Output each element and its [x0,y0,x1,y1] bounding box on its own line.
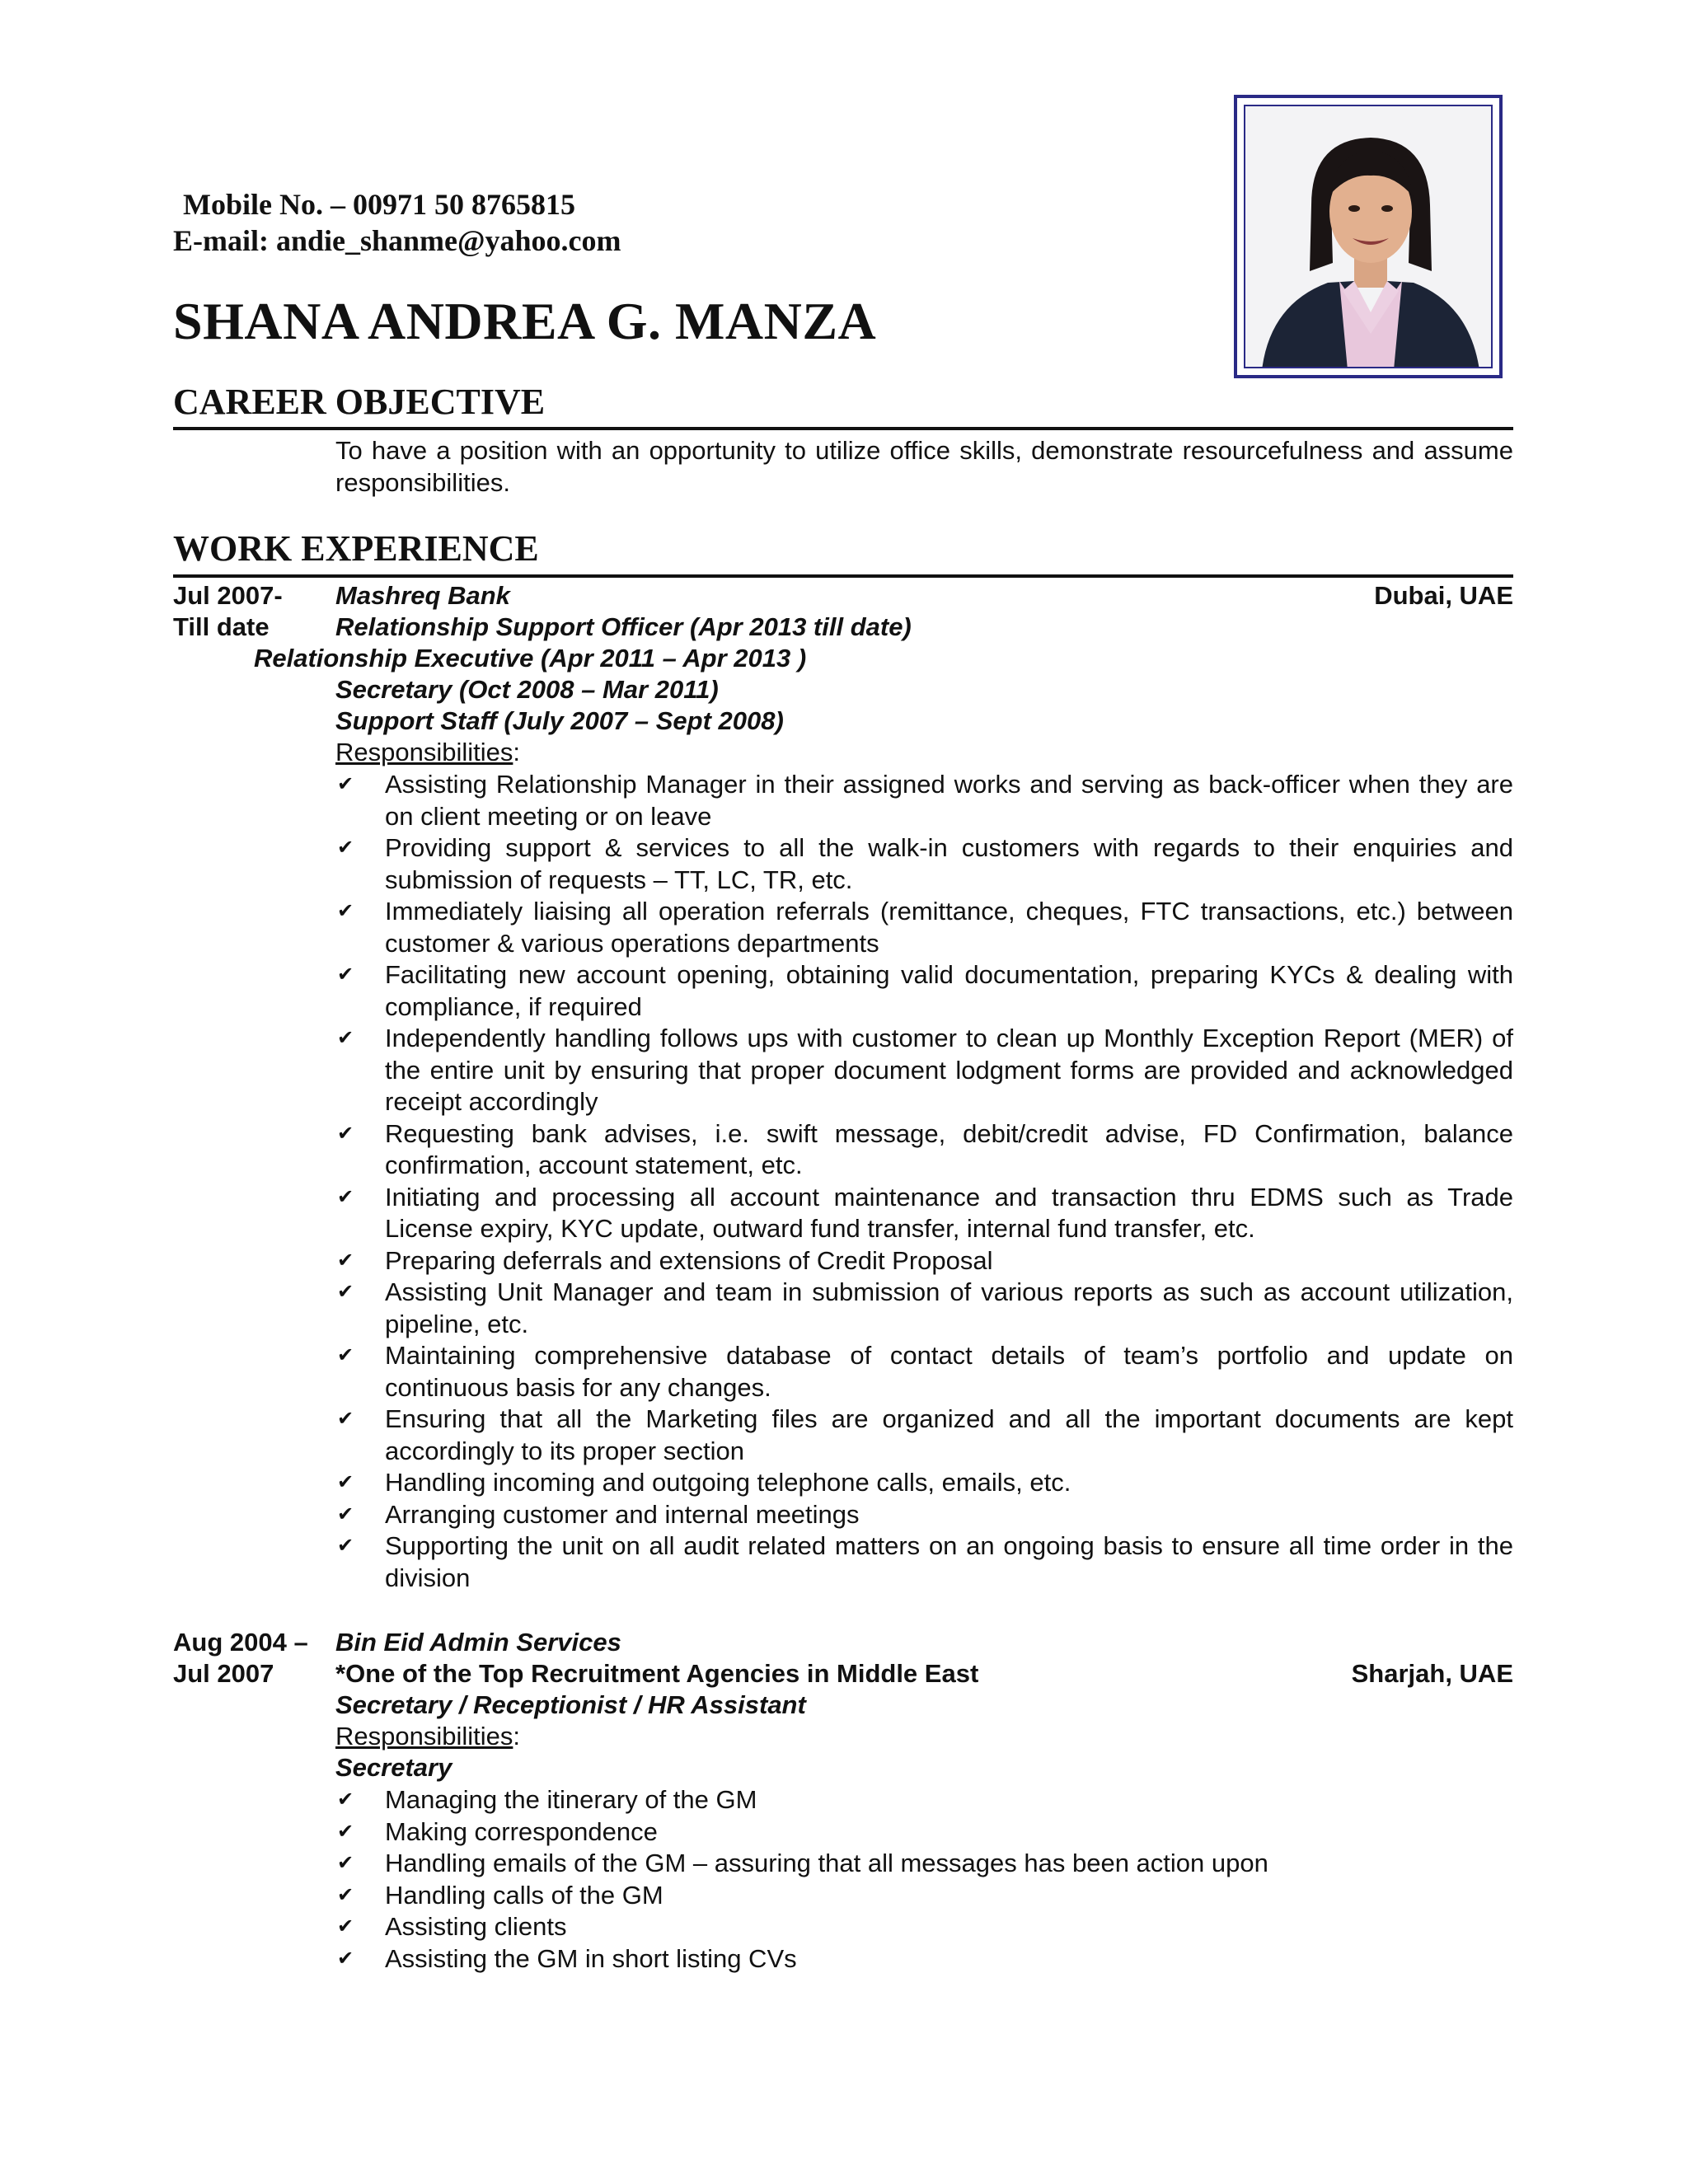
job-company: Bin Eid Admin Services [335,1628,621,1657]
check-icon: ✔ [337,1788,354,1811]
check-icon: ✔ [337,1344,354,1366]
list-item [335,1118,1513,1182]
job-location: Sharjah, UAE [1351,1659,1513,1688]
responsibility-text: Immediately liaising all operation referrals (remittance, cheques, FTC transactions, etc.) between customer & various operations departments [385,897,1513,958]
list-item [335,769,1513,832]
candidate-name: SHANA ANDREA G. MANZA [173,292,877,350]
list-item [335,1245,1513,1277]
list-item [335,1943,1513,1975]
job-date-end: Till date [173,612,270,641]
responsibilities-label-text: Responsibilities [335,1722,513,1750]
list-item [335,1277,1513,1340]
list-item [335,1530,1513,1594]
responsibility-text: Maintaining comprehensive database of contact details of team’s portfolio and update on continuous basis for any changes. [385,1341,1513,1402]
list-item [335,959,1513,1023]
responsibility-text: Managing the itinerary of the GM [385,1785,757,1814]
responsibilities-label [335,1721,520,1752]
responsibility-text: Providing support & services to all the walk-in customers with regards to their enquiries and submission of requests – TT, LC, TR, etc. [385,833,1513,894]
responsibility-text: Making correspondence [385,1816,658,1846]
job-date-end: Jul 2007 [173,1659,274,1688]
list-item [335,832,1513,896]
company-tagline: *One of the Top Recruitment Agencies in Middle East [335,1659,979,1688]
list-item [335,1340,1513,1404]
responsibilities-label-text: Responsibilities [335,738,513,766]
responsibility-text: Arranging customer and internal meetings [385,1499,860,1529]
responsibility-text: Ensuring that all the Marketing files are organized and all the important documents are kept accordingly to its proper section [385,1404,1513,1465]
check-icon: ✔ [337,1471,354,1493]
list-item [335,1911,1513,1943]
section-divider [173,427,1513,430]
career-objective-text: To have a position with an opportunity to utilize office skills, demonstrate resourcefulness and assume responsibilities. [335,436,1513,497]
list-item [335,1784,1513,1816]
list-item [335,1182,1513,1245]
check-icon: ✔ [337,1281,354,1303]
check-icon: ✔ [337,837,354,859]
job-role: Support Staff (July 2007 – Sept 2008) [335,706,784,735]
check-icon: ✔ [337,1915,354,1938]
responsibility-text: Facilitating new account opening, obtaining valid documentation, preparing KYCs & dealing with compliance, if required [385,960,1513,1021]
responsibility-text: Assisting the GM in short listing CVs [385,1943,797,1973]
list-item [335,1848,1513,1880]
job-role: Relationship Executive (Apr 2011 – Apr 2013 ) [254,644,807,673]
job-role: Secretary / Receptionist / HR Assistant [335,1690,806,1719]
mobile-number: Mobile No. – 00971 50 8765815 [183,188,575,221]
responsibility-text: Requesting bank advises, i.e. swift message, debit/credit advise, FD Confirmation, balance confirmation, account statement, etc. [385,1118,1513,1179]
check-icon: ✔ [337,773,354,795]
list-item [335,1499,1513,1531]
job-date-start: Jul 2007- [173,581,283,610]
check-icon: ✔ [337,1027,354,1049]
responsibility-text: Assisting Relationship Manager in their assigned works and serving as back-officer when they are on client meeting or on leave [385,770,1513,831]
responsibility-text: Handling calls of the GM [385,1880,663,1910]
list-item [335,1880,1513,1912]
check-icon: ✔ [337,1947,354,1970]
job-role: Relationship Support Officer (Apr 2013 till date) [335,612,912,641]
list-item [335,1467,1513,1499]
responsibility-subheading: Secretary [335,1753,452,1782]
check-icon: ✔ [337,1852,354,1874]
list-item [335,1023,1513,1118]
profile-photo [1234,95,1503,378]
career-objective-heading: CAREER OBJECTIVE [173,382,546,422]
responsibility-text: Preparing deferrals and extensions of Credit Proposal [385,1245,993,1275]
check-icon: ✔ [337,1122,354,1145]
job-date-start: Aug 2004 – [173,1628,308,1657]
check-icon: ✔ [337,1502,354,1526]
responsibility-text: Initiating and processing all account maintenance and transaction thru EDMS such as Trade License expiry, KYC update, outward fund transfer, internal fund transfer, etc. [385,1182,1513,1243]
job-role: Secretary (Oct 2008 – Mar 2011) [335,675,719,704]
responsibility-text: Assisting Unit Manager and team in submission of various reports as such as account utilization, pipeline, etc. [385,1277,1513,1338]
check-icon: ✔ [337,1535,354,1557]
check-icon: ✔ [337,900,354,922]
list-item [335,1404,1513,1467]
check-icon: ✔ [337,1820,354,1843]
check-icon: ✔ [337,1185,354,1208]
responsibilities-list [335,769,1513,1594]
responsibilities-list [335,1784,1513,1975]
job-location: Dubai, UAE [1374,581,1513,610]
responsibility-text: Handling incoming and outgoing telephone calls, emails, etc. [385,1468,1071,1497]
person-portrait-icon [1245,106,1493,368]
responsibility-text: Handling emails of the GM – assuring that all messages has been action upon [385,1849,1268,1877]
section-divider [173,574,1513,578]
check-icon: ✔ [337,963,354,986]
job-company: Mashreq Bank [335,581,510,610]
check-icon: ✔ [337,1249,354,1272]
responsibility-text: Independently handling follows ups with customer to clean up Monthly Exception Report (MER) of the entire unit by ensuring that proper document lodgment forms are provided and acknowledged receipt accordingly [385,1024,1513,1116]
email-address: E-mail: andie_shanme@yahoo.com [173,224,621,257]
list-item [335,1816,1513,1849]
responsibilities-label [335,737,520,768]
work-experience-heading: WORK EXPERIENCE [173,528,539,569]
list-item [335,896,1513,959]
check-icon: ✔ [337,1408,354,1430]
responsibilities-label-colon: : [513,738,521,766]
responsibilities-label-colon: : [513,1722,521,1750]
responsibility-text: Assisting clients [385,1912,567,1941]
check-icon: ✔ [337,1883,354,1906]
responsibility-text: Supporting the unit on all audit related matters on an ongoing basis to ensure all time order in the division [385,1531,1513,1592]
